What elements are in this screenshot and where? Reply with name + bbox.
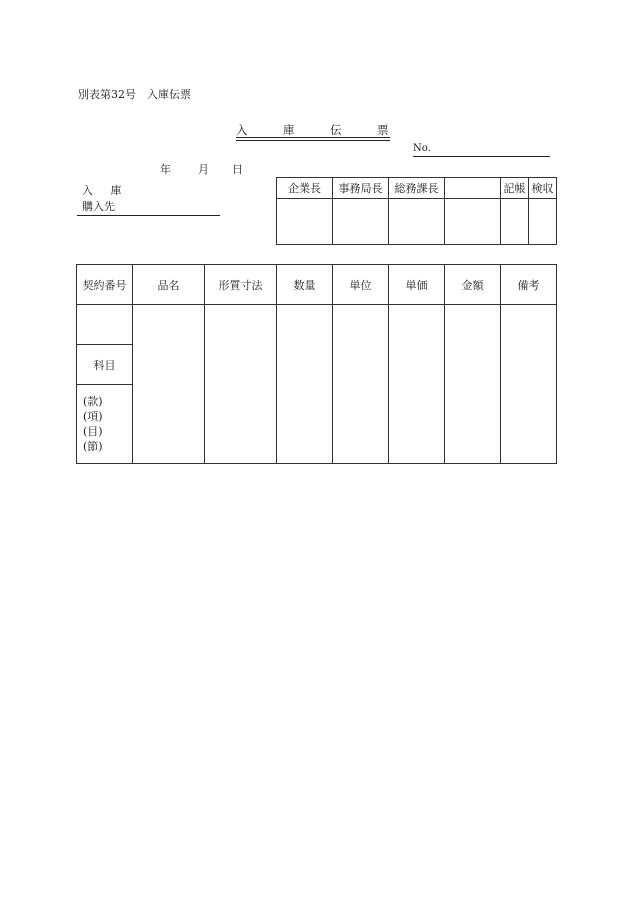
amount-cell[interactable] [445,305,501,464]
form-id: 別表第32号 入庫伝票 [78,88,191,101]
contract-number-cell[interactable] [77,305,133,345]
approval-header [445,178,501,199]
approval-header: 記帳 [501,178,529,199]
title-char: 票 [377,123,389,137]
item-name-cell[interactable] [133,305,205,464]
receipt-char: 庫 [110,184,122,197]
receipt-char: 入 [82,184,93,197]
subcategory-label: (節) [83,440,103,453]
subcategory-cell[interactable] [77,385,133,464]
column-header: 単価 [389,265,445,305]
column-header: 備考 [501,265,557,305]
subcategory-label: (項) [83,410,103,423]
approval-seal-cell[interactable] [277,199,333,245]
date-year-label: 年 [160,163,171,176]
item-table [76,264,557,464]
supplier-label: 購入先 [82,200,115,213]
number-label: No. [413,143,431,154]
spec-cell[interactable] [205,305,277,464]
date-month-label: 月 [198,163,209,176]
approval-table [276,177,557,245]
document-title [236,122,390,135]
approval-header: 総務課長 [389,178,445,199]
approval-header: 事務局長 [333,178,389,199]
title-underline [236,140,390,141]
approval-header: 企業長 [277,178,333,199]
unit-price-cell[interactable] [389,305,445,464]
column-header: 契約番号 [77,265,133,305]
approval-seal-cell[interactable] [445,199,501,245]
date-day-label: 日 [232,163,243,176]
quantity-cell[interactable] [277,305,333,464]
subject-label: 科目 [77,345,133,385]
title-char: 庫 [283,123,295,137]
column-header: 金額 [445,265,501,305]
remarks-cell[interactable] [501,305,557,464]
approval-header: 検収 [529,178,557,199]
column-header: 数量 [277,265,333,305]
column-header: 品名 [133,265,205,305]
title-char: 入 [236,123,248,137]
subcategory-label: (款) [83,395,103,408]
supplier-field[interactable] [77,215,220,216]
column-header: 形質寸法 [205,265,277,305]
title-underline [236,137,390,138]
column-header: 単位 [333,265,389,305]
approval-seal-cell[interactable] [333,199,389,245]
title-char: 伝 [330,123,342,137]
unit-cell[interactable] [333,305,389,464]
approval-seal-cell[interactable] [529,199,557,245]
number-field[interactable] [413,144,550,157]
subcategory-label: (目) [83,425,103,438]
approval-seal-cell[interactable] [389,199,445,245]
approval-seal-cell[interactable] [501,199,529,245]
receipt-label [82,182,122,198]
